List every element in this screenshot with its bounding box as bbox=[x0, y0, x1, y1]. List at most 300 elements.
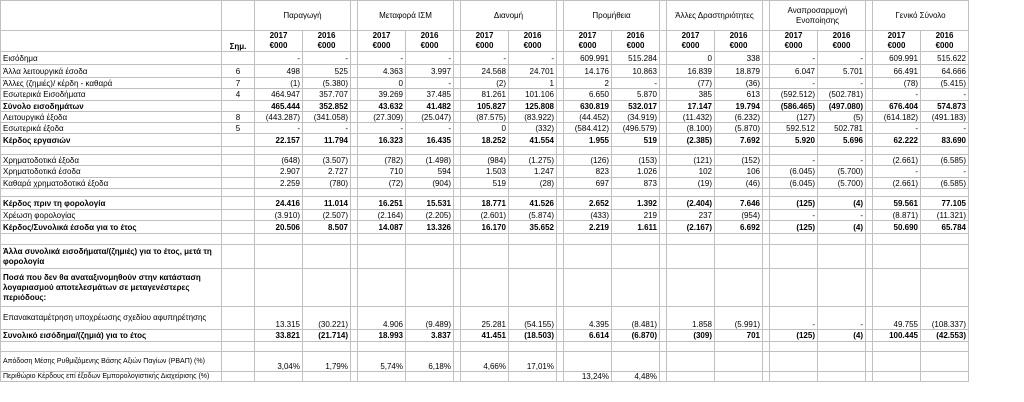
value-cell: 14.087 bbox=[358, 221, 406, 234]
year-unit-header bbox=[921, 31, 969, 52]
gap-cell bbox=[763, 197, 770, 210]
gap-cell bbox=[351, 307, 358, 330]
value-cell: - bbox=[509, 52, 557, 65]
unit-label: €000 bbox=[475, 41, 494, 50]
year-unit-header bbox=[461, 31, 509, 52]
gap-cell bbox=[866, 210, 873, 221]
empty-cell bbox=[763, 342, 770, 352]
empty-cell bbox=[921, 342, 969, 352]
value-cell bbox=[255, 269, 303, 307]
unit-label: €000 bbox=[887, 41, 906, 50]
empty-cell bbox=[557, 147, 564, 155]
row-label: Χρέωση φορολογίας bbox=[1, 210, 222, 221]
row-note bbox=[222, 245, 255, 269]
gap-cell bbox=[866, 166, 873, 178]
empty-cell bbox=[873, 234, 921, 245]
value-cell: (904) bbox=[406, 178, 454, 189]
row-label: Εσωτερικά Εισοδήματα bbox=[1, 89, 222, 101]
gap-cell bbox=[454, 65, 461, 78]
value-cell bbox=[406, 269, 454, 307]
row-note: 6 bbox=[222, 65, 255, 78]
gap-cell bbox=[557, 307, 564, 330]
value-cell: 66.491 bbox=[873, 65, 921, 78]
gap-cell bbox=[351, 330, 358, 342]
value-cell: (27.309) bbox=[358, 112, 406, 123]
gap-cell bbox=[454, 352, 461, 372]
gap-cell bbox=[351, 210, 358, 221]
empty-cell bbox=[557, 189, 564, 197]
unit-label: €000 bbox=[784, 41, 803, 50]
empty-cell bbox=[873, 189, 921, 197]
row-note: 5 bbox=[222, 123, 255, 134]
value-cell: 2.907 bbox=[255, 166, 303, 178]
value-cell bbox=[509, 372, 557, 382]
gap-cell bbox=[351, 269, 358, 307]
value-cell: 16.170 bbox=[461, 221, 509, 234]
value-cell bbox=[921, 245, 969, 269]
value-cell: 219 bbox=[612, 210, 660, 221]
empty-cell bbox=[818, 189, 866, 197]
value-cell: 609.991 bbox=[564, 52, 612, 65]
note-header: Σημ. bbox=[222, 31, 255, 52]
value-cell: 18.771 bbox=[461, 197, 509, 210]
value-cell: 11.794 bbox=[303, 134, 351, 147]
gap-cell bbox=[763, 210, 770, 221]
empty-cell bbox=[454, 234, 461, 245]
spacer-row bbox=[1, 147, 969, 155]
empty-cell bbox=[461, 342, 509, 352]
empty-cell bbox=[255, 234, 303, 245]
empty-cell bbox=[770, 234, 818, 245]
row-note bbox=[222, 210, 255, 221]
value-cell: 18.252 bbox=[461, 134, 509, 147]
gap-cell bbox=[454, 134, 461, 147]
row-label: Χρηματοδοτικά έξοδα bbox=[1, 155, 222, 166]
value-cell: 37.485 bbox=[406, 89, 454, 101]
gap-cell bbox=[454, 1, 461, 31]
value-cell: (502.781) bbox=[818, 89, 866, 101]
empty-cell bbox=[222, 234, 255, 245]
table-row bbox=[1, 112, 969, 123]
value-cell: 41.451 bbox=[461, 330, 509, 342]
value-cell bbox=[461, 372, 509, 382]
table-row bbox=[1, 78, 969, 89]
empty-cell bbox=[818, 234, 866, 245]
table-row bbox=[1, 166, 969, 178]
gap-cell bbox=[557, 166, 564, 178]
value-cell bbox=[873, 245, 921, 269]
empty-cell bbox=[660, 189, 667, 197]
gap-cell bbox=[866, 330, 873, 342]
row-note bbox=[222, 101, 255, 112]
empty-cell bbox=[303, 189, 351, 197]
header-note-blank bbox=[222, 1, 255, 31]
empty-cell bbox=[461, 147, 509, 155]
table-row bbox=[1, 65, 969, 78]
gap-cell bbox=[557, 372, 564, 382]
value-cell: 0 bbox=[667, 52, 715, 65]
value-cell: 6.692 bbox=[715, 221, 763, 234]
empty-cell bbox=[612, 189, 660, 197]
year-label: 2017 bbox=[887, 31, 906, 40]
empty-cell bbox=[667, 234, 715, 245]
value-cell: 2 bbox=[564, 78, 612, 89]
value-cell: - bbox=[303, 123, 351, 134]
row-label: Συνολικό εισόδημα/(ζημιά) για το έτος bbox=[1, 330, 222, 342]
row-label: Απόδοση Μέσης Ρυθμιζόμενης Βάσης Αξιών Παγίων (ΡΒΑΠ) (%) bbox=[1, 352, 222, 372]
value-cell bbox=[358, 245, 406, 269]
gap-cell bbox=[557, 78, 564, 89]
value-cell: 3.997 bbox=[406, 65, 454, 78]
unit-label: €000 bbox=[681, 41, 700, 50]
gap-cell bbox=[866, 155, 873, 166]
empty-cell bbox=[255, 147, 303, 155]
empty-cell bbox=[866, 147, 873, 155]
value-cell bbox=[818, 372, 866, 382]
gap-cell bbox=[351, 52, 358, 65]
value-cell: 873 bbox=[612, 178, 660, 189]
row-note bbox=[222, 330, 255, 342]
row-note bbox=[222, 307, 255, 330]
gap-cell bbox=[351, 245, 358, 269]
empty-cell bbox=[255, 342, 303, 352]
gap-cell bbox=[763, 65, 770, 78]
year-label: 2016 bbox=[420, 31, 439, 40]
gap-cell bbox=[454, 78, 461, 89]
row-label: Εισόδημα bbox=[1, 52, 222, 65]
gap-cell bbox=[351, 134, 358, 147]
value-cell: 519 bbox=[612, 134, 660, 147]
value-cell: (8.871) bbox=[873, 210, 921, 221]
value-cell bbox=[667, 245, 715, 269]
value-cell: 594 bbox=[406, 166, 454, 178]
table-row bbox=[1, 155, 969, 166]
value-cell bbox=[770, 245, 818, 269]
value-cell: 1 bbox=[509, 78, 557, 89]
unit-label: €000 bbox=[935, 41, 954, 50]
value-cell: (25.047) bbox=[406, 112, 454, 123]
value-cell bbox=[461, 245, 509, 269]
empty-cell bbox=[770, 342, 818, 352]
gap-cell bbox=[866, 78, 873, 89]
value-cell: 8.507 bbox=[303, 221, 351, 234]
unit-label: €000 bbox=[317, 41, 336, 50]
value-cell: (3.910) bbox=[255, 210, 303, 221]
value-cell bbox=[564, 245, 612, 269]
value-cell: 352.852 bbox=[303, 101, 351, 112]
table-row bbox=[1, 245, 969, 269]
value-cell: - bbox=[770, 155, 818, 166]
table-row bbox=[1, 101, 969, 112]
gap-cell bbox=[557, 1, 564, 31]
value-cell: 101.106 bbox=[509, 89, 557, 101]
value-cell bbox=[612, 245, 660, 269]
value-cell: 1,79% bbox=[303, 352, 351, 372]
value-cell: (54.155) bbox=[509, 307, 557, 330]
value-cell: (2.661) bbox=[873, 155, 921, 166]
gap-cell bbox=[557, 330, 564, 342]
empty-cell bbox=[1, 189, 222, 197]
gap-cell bbox=[454, 210, 461, 221]
gap-cell bbox=[454, 112, 461, 123]
value-cell bbox=[818, 352, 866, 372]
value-cell: (2.205) bbox=[406, 210, 454, 221]
value-cell: - bbox=[255, 123, 303, 134]
value-cell: - bbox=[873, 166, 921, 178]
value-cell: (5.870) bbox=[715, 123, 763, 134]
value-cell: 2.652 bbox=[564, 197, 612, 210]
value-cell: 515.622 bbox=[921, 52, 969, 65]
row-note bbox=[222, 52, 255, 65]
value-cell: (19) bbox=[667, 178, 715, 189]
gap-cell bbox=[763, 134, 770, 147]
year-label: 2017 bbox=[269, 31, 288, 40]
gap-cell bbox=[557, 31, 564, 52]
gap-cell bbox=[866, 65, 873, 78]
row-label: Επανακαταμέτρηση υποχρέωσης σχεδίου αφυπηρέτησης bbox=[1, 307, 222, 330]
value-cell: (2.164) bbox=[358, 210, 406, 221]
empty-cell bbox=[557, 234, 564, 245]
row-note bbox=[222, 134, 255, 147]
value-cell: (46) bbox=[715, 178, 763, 189]
year-label: 2016 bbox=[832, 31, 851, 40]
gap-cell bbox=[866, 52, 873, 65]
value-cell: (984) bbox=[461, 155, 509, 166]
empty-cell bbox=[612, 342, 660, 352]
value-cell: - bbox=[406, 123, 454, 134]
empty-cell bbox=[255, 189, 303, 197]
year-label: 2016 bbox=[523, 31, 542, 40]
spacer-row bbox=[1, 234, 969, 245]
empty-cell bbox=[660, 147, 667, 155]
value-cell: 357.707 bbox=[303, 89, 351, 101]
value-cell: - bbox=[461, 52, 509, 65]
value-cell: 630.819 bbox=[564, 101, 612, 112]
value-cell: 237 bbox=[667, 210, 715, 221]
gap-cell bbox=[866, 197, 873, 210]
value-cell: 6,18% bbox=[406, 352, 454, 372]
value-cell bbox=[564, 352, 612, 372]
value-cell: 1.026 bbox=[612, 166, 660, 178]
value-cell: 5.701 bbox=[818, 65, 866, 78]
value-cell: (30.221) bbox=[303, 307, 351, 330]
value-cell bbox=[715, 269, 763, 307]
value-cell: (496.579) bbox=[612, 123, 660, 134]
value-cell: (341.058) bbox=[303, 112, 351, 123]
value-cell: (614.182) bbox=[873, 112, 921, 123]
gap-cell bbox=[557, 123, 564, 134]
gap-cell bbox=[866, 307, 873, 330]
value-cell: (5.700) bbox=[818, 178, 866, 189]
value-cell: (121) bbox=[667, 155, 715, 166]
value-cell: (152) bbox=[715, 155, 763, 166]
empty-cell bbox=[557, 342, 564, 352]
value-cell: (42.553) bbox=[921, 330, 969, 342]
value-cell: 14.176 bbox=[564, 65, 612, 78]
gap-cell bbox=[866, 1, 873, 31]
value-cell bbox=[667, 269, 715, 307]
value-cell bbox=[509, 269, 557, 307]
gap-cell bbox=[351, 112, 358, 123]
segment-header: Διανομή bbox=[461, 1, 557, 31]
empty-cell bbox=[715, 189, 763, 197]
value-cell: 338 bbox=[715, 52, 763, 65]
value-cell bbox=[564, 269, 612, 307]
value-cell: (125) bbox=[770, 221, 818, 234]
value-cell: 4,48% bbox=[612, 372, 660, 382]
value-cell: 18.879 bbox=[715, 65, 763, 78]
value-cell: (2.661) bbox=[873, 178, 921, 189]
value-cell: (21.714) bbox=[303, 330, 351, 342]
value-cell: 15.531 bbox=[406, 197, 454, 210]
empty-cell bbox=[303, 147, 351, 155]
value-cell: (87.575) bbox=[461, 112, 509, 123]
value-cell: (2.167) bbox=[667, 221, 715, 234]
gap-cell bbox=[557, 197, 564, 210]
value-cell: 4.906 bbox=[358, 307, 406, 330]
gap-cell bbox=[557, 134, 564, 147]
value-cell: - bbox=[818, 155, 866, 166]
value-cell: 5,74% bbox=[358, 352, 406, 372]
table-row bbox=[1, 89, 969, 101]
gap-cell bbox=[351, 65, 358, 78]
value-cell: (5.991) bbox=[715, 307, 763, 330]
value-cell: - bbox=[818, 78, 866, 89]
value-cell: (77) bbox=[667, 78, 715, 89]
value-cell bbox=[612, 352, 660, 372]
row-note: 8 bbox=[222, 112, 255, 123]
value-cell: 25.281 bbox=[461, 307, 509, 330]
value-cell: (125) bbox=[770, 330, 818, 342]
value-cell: - bbox=[921, 166, 969, 178]
value-cell: 17.147 bbox=[667, 101, 715, 112]
gap-cell bbox=[351, 89, 358, 101]
row-label: Χρηματοδοτικά έσοδα bbox=[1, 166, 222, 178]
value-cell: 105.827 bbox=[461, 101, 509, 112]
gap-cell bbox=[557, 112, 564, 123]
row-label: Λειτουργικά έξοδα bbox=[1, 112, 222, 123]
gap-cell bbox=[866, 134, 873, 147]
value-cell: (5.874) bbox=[509, 210, 557, 221]
gap-cell bbox=[454, 166, 461, 178]
value-cell: 385 bbox=[667, 89, 715, 101]
value-cell: 16.251 bbox=[358, 197, 406, 210]
value-cell bbox=[255, 245, 303, 269]
gap-cell bbox=[660, 178, 667, 189]
value-cell: 24.568 bbox=[461, 65, 509, 78]
value-cell: 106 bbox=[715, 166, 763, 178]
gap-cell bbox=[351, 123, 358, 134]
value-cell: 6.614 bbox=[564, 330, 612, 342]
value-cell: 81.261 bbox=[461, 89, 509, 101]
year-unit-header bbox=[358, 31, 406, 52]
value-cell: 519 bbox=[461, 178, 509, 189]
empty-cell bbox=[406, 234, 454, 245]
value-cell: (6.585) bbox=[921, 178, 969, 189]
value-cell: - bbox=[770, 210, 818, 221]
empty-cell bbox=[612, 147, 660, 155]
gap-cell bbox=[454, 52, 461, 65]
value-cell bbox=[303, 269, 351, 307]
segment-header: Αναπροσαρμογή Ενοποίησης bbox=[770, 1, 866, 31]
value-cell bbox=[818, 245, 866, 269]
unit-label: €000 bbox=[269, 41, 288, 50]
row-label: Κέρδος/Συνολικά έσοδα για το έτος bbox=[1, 221, 222, 234]
empty-cell bbox=[509, 342, 557, 352]
empty-cell bbox=[866, 342, 873, 352]
value-cell: 701 bbox=[715, 330, 763, 342]
value-cell: 24.701 bbox=[509, 65, 557, 78]
gap-cell bbox=[454, 31, 461, 52]
row-label: Άλλα λειτουργικά έσοδα bbox=[1, 65, 222, 78]
value-cell: - bbox=[818, 52, 866, 65]
row-label: Άλλα συνολικά εισοδήματα/(ζημιές) για το έτος, μετά τη φορολογία bbox=[1, 245, 222, 269]
value-cell bbox=[406, 372, 454, 382]
gap-cell bbox=[660, 123, 667, 134]
empty-cell bbox=[222, 342, 255, 352]
gap-cell bbox=[763, 269, 770, 307]
value-cell: - bbox=[358, 52, 406, 65]
value-cell: 22.157 bbox=[255, 134, 303, 147]
gap-cell bbox=[454, 269, 461, 307]
segment-header: Μεταφορά ΙΣΜ bbox=[358, 1, 454, 31]
gap-cell bbox=[763, 245, 770, 269]
gap-cell bbox=[866, 31, 873, 52]
row-note bbox=[222, 269, 255, 307]
empty-cell bbox=[564, 189, 612, 197]
gap-cell bbox=[866, 269, 873, 307]
gap-cell bbox=[351, 166, 358, 178]
value-cell: (153) bbox=[612, 155, 660, 166]
value-cell: - bbox=[255, 52, 303, 65]
value-cell bbox=[873, 372, 921, 382]
empty-cell bbox=[509, 234, 557, 245]
empty-cell bbox=[303, 342, 351, 352]
value-cell: - bbox=[770, 78, 818, 89]
gap-cell bbox=[557, 89, 564, 101]
gap-cell bbox=[351, 101, 358, 112]
year-unit-header bbox=[255, 31, 303, 52]
value-cell: 83.690 bbox=[921, 134, 969, 147]
empty-cell bbox=[406, 342, 454, 352]
empty-cell bbox=[818, 342, 866, 352]
unit-label: €000 bbox=[729, 41, 748, 50]
year-label: 2017 bbox=[475, 31, 494, 40]
gap-cell bbox=[660, 31, 667, 52]
value-cell: (6.045) bbox=[770, 178, 818, 189]
table-row bbox=[1, 197, 969, 210]
gap-cell bbox=[454, 245, 461, 269]
value-cell: 5.696 bbox=[818, 134, 866, 147]
gap-cell bbox=[351, 78, 358, 89]
value-cell: 823 bbox=[564, 166, 612, 178]
value-cell: 2.219 bbox=[564, 221, 612, 234]
value-cell: (2.385) bbox=[667, 134, 715, 147]
gap-cell bbox=[660, 1, 667, 31]
value-cell: (584.412) bbox=[564, 123, 612, 134]
empty-cell bbox=[660, 234, 667, 245]
value-cell: (433) bbox=[564, 210, 612, 221]
value-cell: 41.482 bbox=[406, 101, 454, 112]
row-note: 7 bbox=[222, 78, 255, 89]
year-label: 2016 bbox=[317, 31, 336, 40]
value-cell: (28) bbox=[509, 178, 557, 189]
value-cell bbox=[303, 372, 351, 382]
gap-cell bbox=[660, 330, 667, 342]
value-cell: 65.784 bbox=[921, 221, 969, 234]
value-cell: 532.017 bbox=[612, 101, 660, 112]
year-unit-header bbox=[715, 31, 763, 52]
